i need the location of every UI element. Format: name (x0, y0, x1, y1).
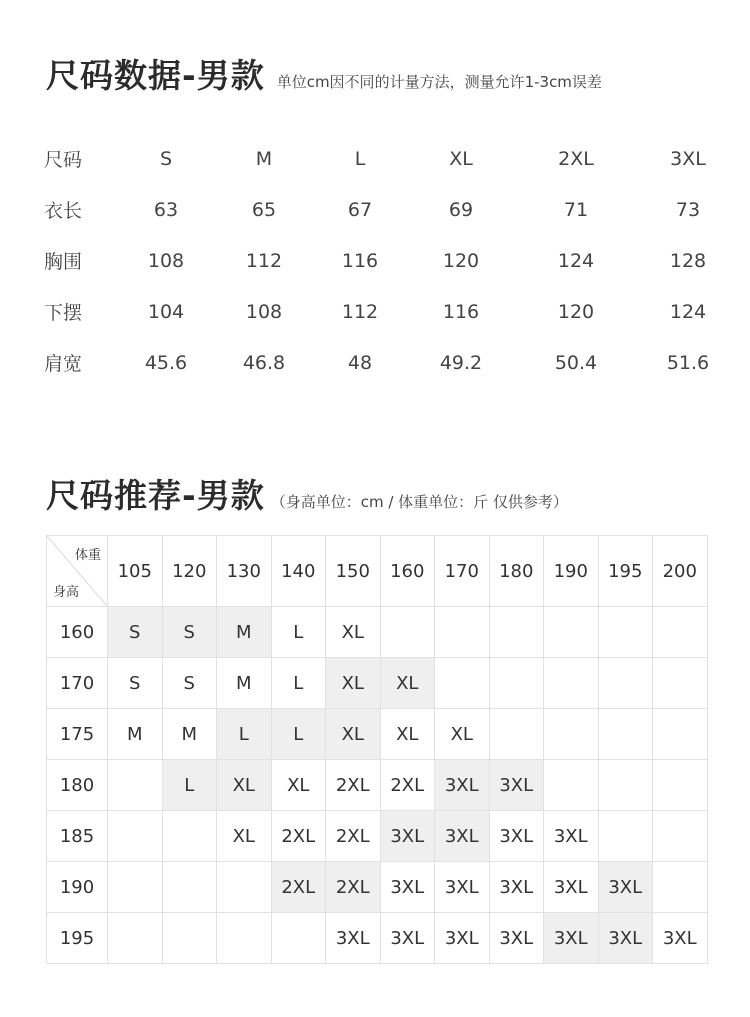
weight-header-cell: 120 (162, 536, 217, 607)
recommended-size-cell (435, 607, 490, 658)
recommended-size-cell: 3XL (435, 913, 490, 964)
size-recommend-note: （身高单位：cm / 体重单位：斤 仅供参考） (270, 493, 568, 511)
recommended-size-cell (162, 913, 217, 964)
weight-header-cell: 170 (435, 536, 490, 607)
recommended-size-cell: S (162, 607, 217, 658)
recommended-size-cell (598, 811, 653, 862)
recommended-size-cell (108, 862, 163, 913)
size-row-label: 胸围 (44, 251, 83, 273)
recommended-size-cell: XL (217, 811, 272, 862)
recommended-size-cell (544, 760, 599, 811)
recommended-size-cell (162, 862, 217, 913)
size-data-note: 单位cm因不同的计量方法，测量允许1-3cm误差 (276, 73, 602, 91)
recommended-size-cell (598, 760, 653, 811)
weight-header-cell: 105 (108, 536, 163, 607)
recommended-size-cell: 3XL (489, 913, 544, 964)
height-label-cell: 160 (47, 607, 108, 658)
size-cell: XL (449, 147, 473, 170)
recommended-size-cell: XL (380, 658, 435, 709)
size-row (44, 235, 738, 286)
recommended-size-cell: 3XL (435, 862, 490, 913)
size-row (44, 337, 738, 388)
height-row (47, 760, 708, 811)
recommended-size-cell (653, 862, 708, 913)
recommended-size-cell: 2XL (326, 760, 381, 811)
recommended-size-cell: XL (326, 658, 381, 709)
size-cell: M (255, 147, 273, 170)
recommended-size-cell: 3XL (544, 811, 599, 862)
size-cell: 69 (448, 198, 474, 221)
size-data-table (44, 133, 738, 388)
height-row (47, 862, 708, 913)
recommended-size-cell (653, 709, 708, 760)
recommended-size-cell: 3XL (653, 913, 708, 964)
size-cell: 128 (669, 249, 707, 272)
size-cell: 120 (442, 249, 480, 272)
size-cell: 120 (557, 300, 595, 323)
size-cell: 2XL (558, 147, 594, 170)
size-row (44, 286, 738, 337)
recommended-size-cell: XL (217, 760, 272, 811)
recommended-size-cell: 2XL (271, 811, 326, 862)
recommended-size-cell (108, 760, 163, 811)
recommended-size-cell: 2XL (380, 760, 435, 811)
size-cell: 104 (147, 300, 185, 323)
recommended-size-cell: 3XL (544, 913, 599, 964)
size-data-title: 尺码数据-男款 (46, 56, 265, 95)
recommended-size-cell: M (217, 607, 272, 658)
size-cell: 108 (147, 249, 185, 272)
weight-header-cell: 190 (544, 536, 599, 607)
recommended-size-cell (544, 607, 599, 658)
size-row-label: 尺码 (44, 149, 83, 171)
recommended-size-cell: 3XL (598, 913, 653, 964)
recommended-size-cell: L (271, 607, 326, 658)
weight-axis-label: 体重 (74, 548, 101, 563)
weight-header-cell: 130 (217, 536, 272, 607)
size-cell: 50.4 (554, 351, 598, 374)
recommended-size-cell: 3XL (380, 913, 435, 964)
recommended-size-cell (271, 913, 326, 964)
recommended-size-cell (108, 811, 163, 862)
size-cell: 112 (245, 249, 283, 272)
recommended-size-cell: 3XL (435, 811, 490, 862)
size-row-label: 衣长 (44, 200, 83, 222)
size-row-label: 下摆 (44, 302, 83, 324)
height-label-cell: 190 (47, 862, 108, 913)
recommended-size-cell: XL (326, 607, 381, 658)
size-cell: 116 (442, 300, 480, 323)
recommended-size-cell: XL (380, 709, 435, 760)
size-cell: 116 (341, 249, 379, 272)
recommended-size-cell: M (108, 709, 163, 760)
size-data-header (46, 50, 602, 97)
size-cell: L (354, 147, 366, 170)
recommended-size-cell (653, 658, 708, 709)
recommended-size-cell (108, 913, 163, 964)
size-recommend-header (46, 470, 568, 517)
recommended-size-cell: XL (326, 709, 381, 760)
weight-header-cell: 140 (271, 536, 326, 607)
recommended-size-cell: M (162, 709, 217, 760)
recommended-size-cell (653, 760, 708, 811)
recommended-size-cell (598, 607, 653, 658)
recommended-size-cell: L (271, 709, 326, 760)
size-cell: 124 (557, 249, 595, 272)
size-cell: S (159, 147, 173, 170)
size-cell: 49.2 (439, 351, 483, 374)
recommended-size-cell (435, 658, 490, 709)
size-row (44, 133, 738, 184)
height-label-cell: 170 (47, 658, 108, 709)
recommended-size-cell: 3XL (598, 862, 653, 913)
recommended-size-cell: 2XL (271, 862, 326, 913)
height-row (47, 913, 708, 964)
recommended-size-cell: L (271, 658, 326, 709)
height-label-cell: 185 (47, 811, 108, 862)
height-label-cell: 195 (47, 913, 108, 964)
recommended-size-cell (598, 658, 653, 709)
recommended-size-cell (544, 658, 599, 709)
recommended-size-cell: 2XL (326, 811, 381, 862)
size-recommend-grid (46, 535, 708, 964)
weight-header-cell: 200 (653, 536, 708, 607)
recommended-size-cell (380, 607, 435, 658)
recommended-size-cell (217, 913, 272, 964)
size-cell: 46.8 (242, 351, 286, 374)
size-cell: 48 (347, 351, 373, 374)
height-row (47, 811, 708, 862)
recommended-size-cell: 3XL (489, 760, 544, 811)
recommended-size-cell: 3XL (489, 862, 544, 913)
weight-header-cell: 150 (326, 536, 381, 607)
size-row-label: 肩宽 (44, 353, 83, 375)
recommended-size-cell (217, 862, 272, 913)
weight-header-row (47, 536, 708, 607)
height-label-cell: 175 (47, 709, 108, 760)
size-cell: 71 (563, 198, 589, 221)
recommended-size-cell: 3XL (380, 811, 435, 862)
size-cell: 45.6 (144, 351, 188, 374)
size-cell: 124 (669, 300, 707, 323)
size-cell: 73 (675, 198, 701, 221)
weight-header-cell: 195 (598, 536, 653, 607)
recommended-size-cell: XL (271, 760, 326, 811)
size-cell: 112 (341, 300, 379, 323)
recommended-size-cell: L (162, 760, 217, 811)
height-axis-label: 身高 (53, 585, 80, 600)
size-cell: 51.6 (666, 351, 710, 374)
recommended-size-cell: 3XL (489, 811, 544, 862)
corner-cell (47, 536, 108, 607)
size-cell: 67 (347, 198, 373, 221)
recommended-size-cell: 3XL (544, 862, 599, 913)
height-row (47, 709, 708, 760)
recommended-size-cell: XL (435, 709, 490, 760)
recommended-size-cell (544, 709, 599, 760)
recommended-size-cell (489, 607, 544, 658)
size-cell: 3XL (670, 147, 706, 170)
height-label-cell: 180 (47, 760, 108, 811)
recommended-size-cell: 3XL (326, 913, 381, 964)
recommended-size-cell (653, 811, 708, 862)
recommended-size-cell: S (108, 607, 163, 658)
height-row (47, 607, 708, 658)
size-row (44, 184, 738, 235)
size-cell: 63 (153, 198, 179, 221)
size-cell: 108 (245, 300, 283, 323)
recommended-size-cell: S (108, 658, 163, 709)
weight-header-cell: 180 (489, 536, 544, 607)
recommended-size-cell (489, 658, 544, 709)
weight-header-cell: 160 (380, 536, 435, 607)
recommended-size-cell (653, 607, 708, 658)
recommended-size-cell (489, 709, 544, 760)
recommended-size-cell (598, 709, 653, 760)
recommended-size-cell: 3XL (435, 760, 490, 811)
recommended-size-cell: M (217, 658, 272, 709)
recommended-size-cell: S (162, 658, 217, 709)
recommended-size-cell: 3XL (380, 862, 435, 913)
size-recommend-title: 尺码推荐-男款 (46, 476, 265, 515)
recommended-size-cell: 2XL (326, 862, 381, 913)
size-cell: 65 (251, 198, 277, 221)
recommended-size-cell (162, 811, 217, 862)
recommended-size-cell: L (217, 709, 272, 760)
height-row (47, 658, 708, 709)
